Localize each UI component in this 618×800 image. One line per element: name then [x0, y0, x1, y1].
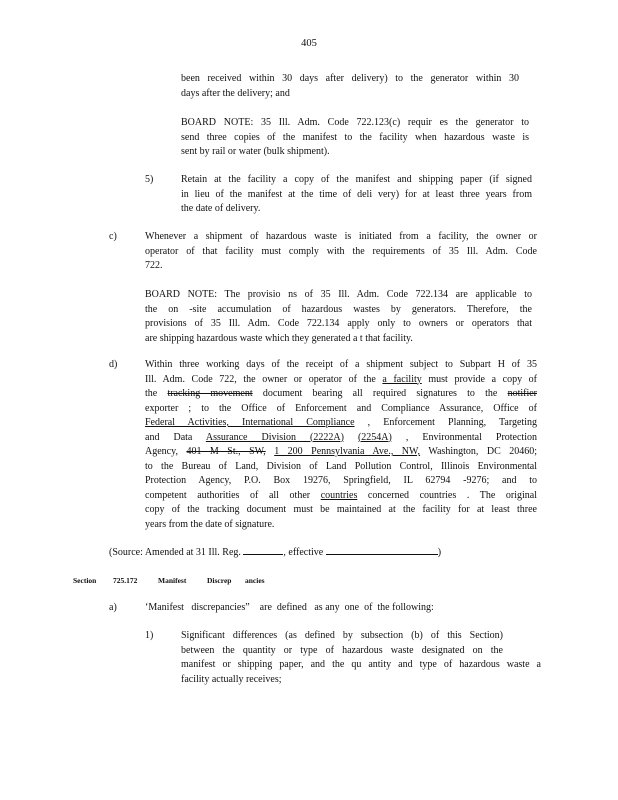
text-line: facility actually receives; — [181, 673, 282, 685]
text-line: Whenever a shipment of hazardous waste is initiated from a facility, the owner or — [145, 231, 537, 242]
text-line — [145, 445, 537, 460]
section-number: 725.172 — [113, 576, 138, 585]
text-run: Ill. Adm. Code 722, the owner or operator of the — [145, 373, 383, 385]
text-run: ; to the Office of Enforcement and Compliance Assurance, Office of — [178, 402, 537, 414]
text-line: BOARD NOTE: 35 Ill. Adm. Code 722.123(c) requir es the generator to — [181, 117, 529, 128]
item-a-label: a) — [109, 602, 117, 613]
text-line — [145, 402, 537, 417]
text-line: operator of that facility must comply with the requirements of 35 Ill. Adm. Code — [145, 245, 537, 257]
item-c-label: c) — [109, 231, 117, 242]
inserted-text: Federal Activities, International Compliance — [145, 417, 355, 428]
text-line — [145, 373, 537, 388]
board-note-1 — [181, 116, 529, 160]
text-run — [266, 446, 274, 457]
item-d-text — [145, 358, 537, 532]
text-line: send three copies of the manifest to the facility when hazardous waste is — [181, 131, 529, 143]
item-4-continuation — [181, 72, 519, 101]
item-1-label: 1) — [145, 630, 154, 641]
register-blank — [243, 544, 283, 555]
text-run: must provide a copy of — [421, 373, 538, 385]
text-run — [344, 432, 358, 443]
text-line: the date of delivery. — [181, 203, 261, 214]
inserted-text: countries — [320, 489, 358, 501]
text-line — [145, 489, 537, 504]
text-run: and Data — [145, 431, 206, 443]
section-label: Section — [73, 576, 97, 585]
text-line: days after the delivery; and — [181, 87, 290, 99]
section-title-word: Manifest — [158, 576, 187, 585]
text-line: between the quantity or type of hazardous waste designated on the — [181, 644, 503, 656]
text-line — [145, 387, 537, 402]
item-d-label: d) — [109, 359, 118, 370]
text-line: years from the date of signature. — [145, 518, 275, 530]
text-line — [145, 431, 537, 446]
text-line: Within three working days of the receipt of a shipment subject to Subpart H of 35 — [145, 359, 537, 370]
item-a-text: ‘Manifest discrepancies” are defined as any one of the following: — [145, 602, 434, 613]
text-line: to the Bureau of Land, Division of Land Pollution Control, Illinois Environmental — [145, 460, 537, 472]
text-line: 722. — [145, 260, 163, 271]
text-run: , Environmental Protection — [391, 431, 537, 443]
text-run: Washington, DC 20460; — [420, 446, 538, 457]
source-mid: , effective — [283, 547, 324, 558]
text-line: manifest or shipping paper, and the qu antity and type of hazardous waste a — [181, 659, 541, 670]
text-run: competent authorities of all other — [145, 489, 321, 501]
inserted-text: Assurance Division (2222A) — [205, 431, 344, 443]
source-note — [109, 544, 441, 561]
section-title-word: Discrep — [207, 576, 232, 585]
text-line — [145, 416, 537, 431]
text-line: in lieu of the manifest at the time of deli very) for at least three years from — [181, 188, 532, 200]
text-line: Protection Agency, P.O. Box 19276, Springfield, IL 62794 -9276; and to — [145, 475, 537, 486]
item-5-text — [181, 173, 532, 217]
text-run: exporter — [145, 402, 179, 414]
inserted-text: a facility — [382, 373, 422, 385]
inserted-text: (2254A) — [357, 431, 392, 443]
text-line: provisions of 35 Ill. Adm. Code 722.134 apply only to owners or operators that — [145, 318, 532, 329]
text-run: Agency, — [145, 446, 187, 457]
text-line: copy of the tracking document must be maintained at the facility for at least three — [145, 504, 537, 515]
text-run: , Enforcement Planning, Targeting — [354, 417, 537, 428]
effective-date-blank — [326, 544, 438, 555]
text-line: Significant differences (as defined by subsection (b) of this Section) — [181, 630, 503, 641]
source-close: ) — [437, 547, 442, 558]
text-line: sent by rail or water (bulk shipment). — [181, 146, 330, 157]
deleted-text: tracking movement — [167, 388, 253, 399]
page-number: 405 — [301, 38, 317, 49]
inserted-text: 1 200 Pennsylvania Ave., NW, — [274, 446, 421, 457]
text-line: Retain at the facility a copy of the manifest and shipping paper (if signed — [181, 174, 532, 185]
source-prefix: (Source: Amended at 31 Ill. Reg. — [109, 547, 241, 558]
board-note-2 — [145, 288, 532, 346]
text-line: been received within 30 days after delivery) to the generator within 30 — [181, 73, 519, 84]
item-5-label: 5) — [145, 174, 154, 185]
deleted-text: notifier — [507, 388, 537, 399]
text-line: are shipping hazardous waste which they generated a t that facility. — [145, 332, 413, 344]
text-run: the — [145, 388, 168, 399]
item-c-text — [145, 230, 537, 274]
section-title-word: ancies — [245, 576, 265, 585]
deleted-text: 401 M St., SW, — [186, 446, 266, 457]
item-1-text — [181, 629, 541, 687]
text-line: the on -site accumulation of hazardous wastes by generators. Therefore, the — [145, 303, 532, 315]
text-run: document bearing all required signatures to the — [252, 388, 508, 399]
text-run: concerned countries . The original — [357, 489, 537, 501]
text-line: BOARD NOTE: The provisio ns of 35 Ill. Adm. Code 722.134 are applicable to — [145, 289, 532, 300]
